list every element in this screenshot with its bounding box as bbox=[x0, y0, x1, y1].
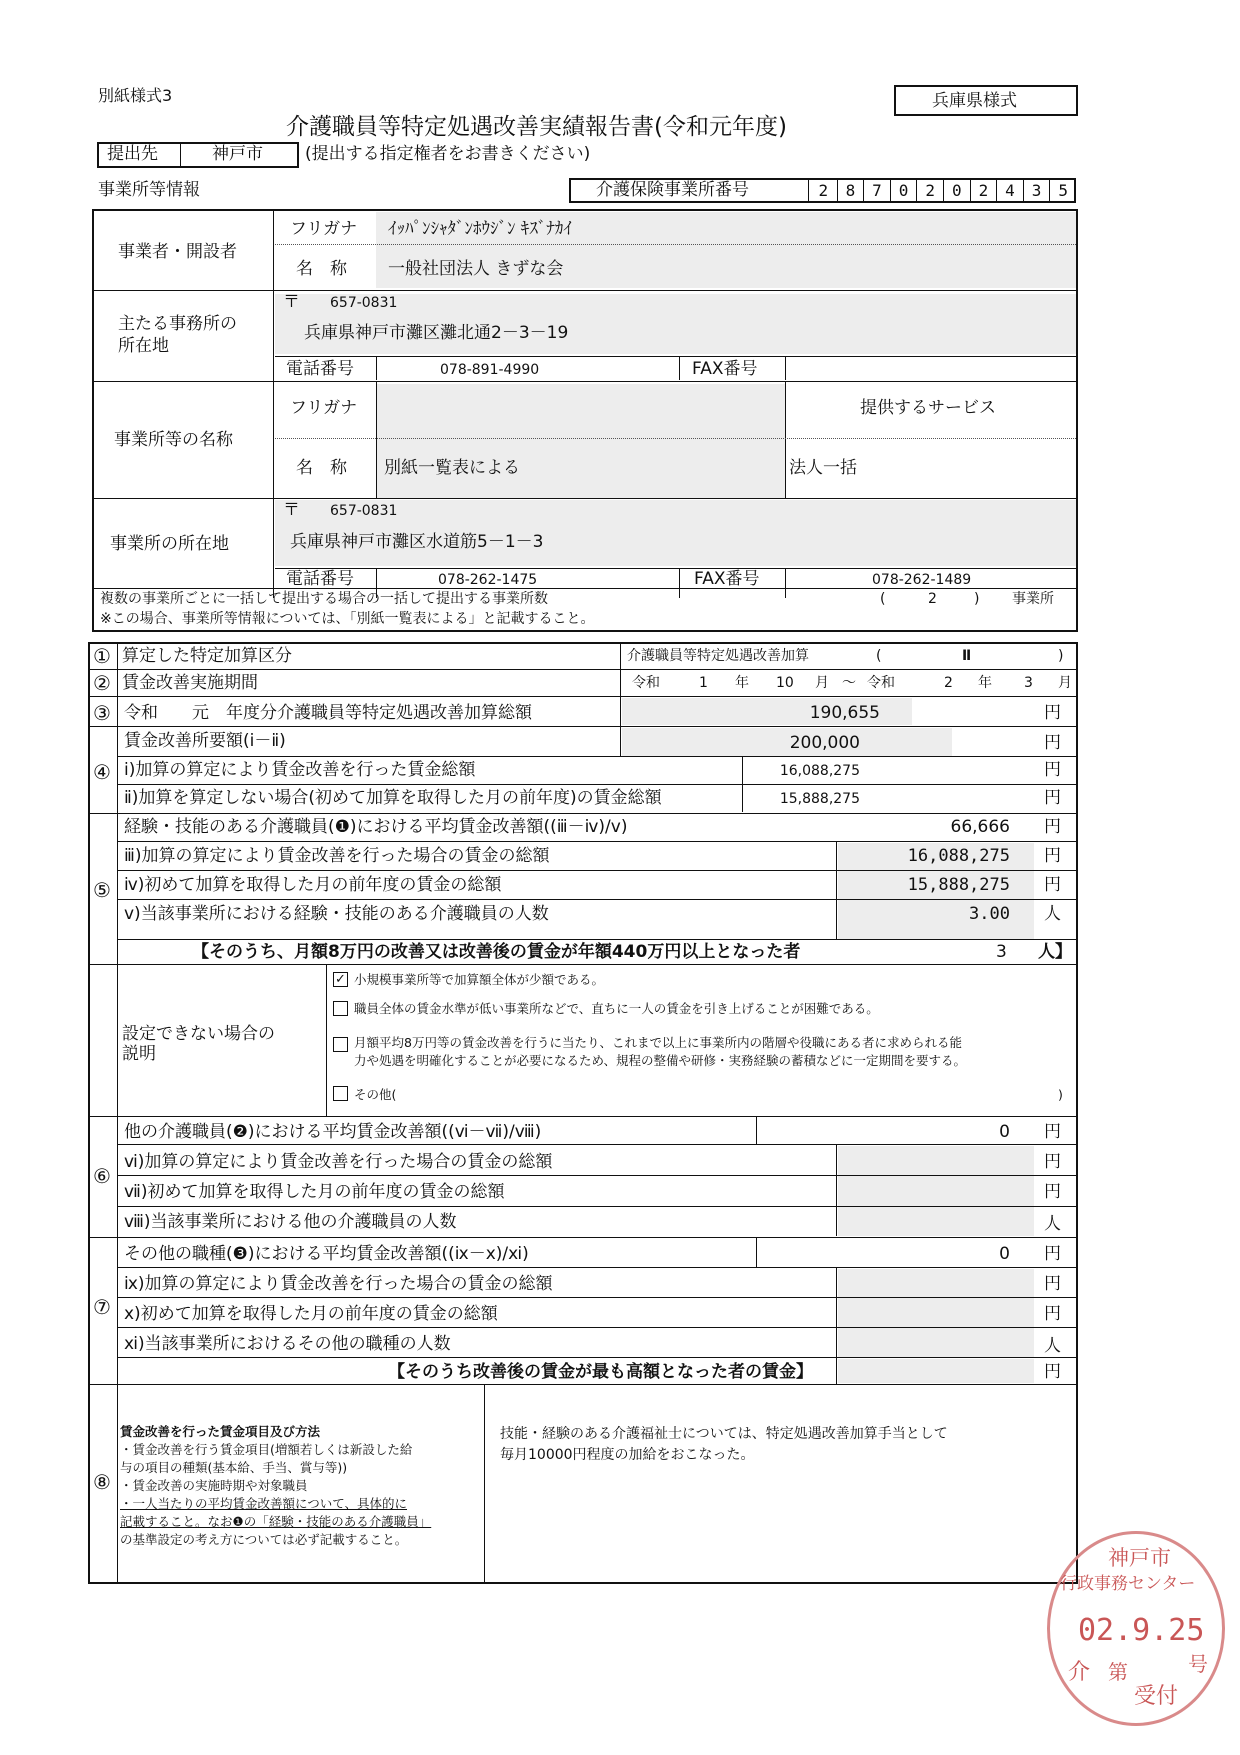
row4a-value: 200,000 bbox=[789, 733, 860, 753]
stamp-dai: 第 bbox=[1108, 1660, 1128, 1684]
facility-name-label: 名 称 bbox=[296, 458, 347, 478]
insurer-digit: 4 bbox=[996, 178, 1023, 203]
insurer-digit: 0 bbox=[943, 178, 970, 203]
multi-note-1: 複数の事業所ごとに一括して提出する場合の一括して提出する事業所数 bbox=[100, 591, 548, 607]
row6-num: ⑥ bbox=[93, 1164, 111, 1188]
facility-fax: 078-262-1489 bbox=[872, 572, 972, 588]
row8-line-6: 記載すること。なお❶の「経験・技能のある介護職員」 bbox=[120, 1514, 432, 1529]
row4b-label: ⅰ)加算の算定により賃金改善を行った賃金総額 bbox=[124, 760, 476, 780]
row5d-unit: 人 bbox=[1044, 904, 1061, 924]
row1-label: 算定した特定加算区分 bbox=[122, 646, 292, 666]
stamp-date: 02.9.25 bbox=[1078, 1613, 1205, 1648]
row7e-unit: 円 bbox=[1044, 1362, 1061, 1382]
row5b-value: 16,088,275 bbox=[907, 846, 1010, 866]
insurer-digit: 7 bbox=[863, 178, 890, 203]
row6a-value: 0 bbox=[999, 1122, 1010, 1142]
row3-unit: 円 bbox=[1044, 703, 1061, 723]
row7b-unit: 円 bbox=[1044, 1274, 1061, 1294]
row7c-label: ⅹ)初めて加算を取得した月の前年度の賃金の総額 bbox=[124, 1304, 498, 1324]
row7a-unit: 円 bbox=[1044, 1244, 1061, 1264]
main-office-fax-label: FAX番号 bbox=[692, 359, 758, 379]
explain-opt2-text: 職員全体の賃金水準が低い事業所などで、直ちに一人の賃金を引き上げることが困難である。 bbox=[354, 1001, 879, 1016]
facility-tel-label: 電話番号 bbox=[286, 569, 354, 589]
prefecture-form-box bbox=[894, 85, 1078, 116]
row7b-label: ⅸ)加算の算定により賃金改善を行った場合の賃金の総額 bbox=[124, 1274, 553, 1294]
insurer-digit: 2 bbox=[970, 178, 997, 203]
explain-opt4-text: その他( bbox=[354, 1087, 397, 1102]
row8-line-2: ・賃金改善を行う賃金項目(増額若しくは新設した給 bbox=[120, 1442, 413, 1457]
row7a-value: 0 bbox=[999, 1244, 1010, 1264]
prefecture-form-label: 兵庫県様式 bbox=[932, 91, 1017, 111]
row5d-value: 3.00 bbox=[969, 904, 1010, 924]
period-era-start: 令和 bbox=[632, 675, 660, 691]
multi-count-open: ( bbox=[880, 591, 886, 607]
row8-num: ⑧ bbox=[93, 1470, 111, 1494]
row6d-label: ⅷ)当該事業所における他の介護職員の人数 bbox=[124, 1212, 457, 1232]
row5a-label: 経験・技能のある介護職員(❶)における平均賃金改善額((ⅲ－ⅳ)/ⅴ) bbox=[124, 817, 628, 837]
facility-name: 別紙一覧表による bbox=[384, 458, 520, 478]
receipt-stamp bbox=[1047, 1531, 1225, 1726]
submit-value: 神戸市 bbox=[212, 144, 263, 164]
facility-postal: 657-0831 bbox=[330, 503, 398, 519]
row7e-label: 【そのうち改善後の賃金が最も高額となった者の賃金】 bbox=[388, 1362, 813, 1382]
submit-label: 提出先 bbox=[107, 144, 158, 164]
main-office-label-2: 所在地 bbox=[118, 336, 169, 356]
row1-open: ( bbox=[876, 648, 882, 664]
row5e-unit: 人】 bbox=[1038, 942, 1072, 962]
operator-furigana: ｲｯﾊﾟﾝｼｬﾀﾞﾝﾎｳｼﾞﾝ ｷｽﾞﾅｶｲ bbox=[388, 219, 572, 239]
row1-right-label: 介護職員等特定処遇改善加算 bbox=[627, 648, 809, 664]
insurer-number-label: 介護保険事業所番号 bbox=[596, 180, 749, 200]
row4c-label: ⅱ)加算を算定しない場合(初めて加算を取得した月の前年度)の賃金総額 bbox=[124, 788, 662, 808]
row7a-label: その他の職種(❸)における平均賃金改善額((ⅸ－ⅹ)/ⅺ) bbox=[124, 1244, 529, 1264]
row4c-unit: 円 bbox=[1044, 788, 1061, 808]
facility-fax-label: FAX番号 bbox=[694, 569, 760, 589]
explain-opt3-text-2: 力や処遇を明確化することが必要になるため、規程の整備や研修・実務経験の蓄積などに一定期間を要する。 bbox=[354, 1053, 967, 1068]
row8-line-5: ・一人当たりの平均賃金改善額について、具体的に bbox=[120, 1496, 408, 1511]
row5-num: ⑤ bbox=[93, 878, 111, 902]
row3-value: 190,655 bbox=[809, 703, 880, 723]
row8-line-3: 与の項目の種類(基本給、手当、賞与等)) bbox=[120, 1460, 348, 1475]
explain-opt4-checkbox[interactable] bbox=[333, 1086, 348, 1101]
row5a-value: 66,666 bbox=[950, 817, 1010, 837]
row5e-label: 【そのうち、月額8万円の改善又は改善後の賃金が年額440万円以上となった者 bbox=[192, 942, 801, 962]
row7c-unit: 円 bbox=[1044, 1304, 1061, 1324]
insurer-digit: 8 bbox=[837, 178, 864, 203]
row4-num: ④ bbox=[93, 760, 111, 784]
explain-opt1-checkbox[interactable]: ✓ bbox=[333, 972, 348, 987]
main-office-label-1: 主たる事務所の bbox=[118, 314, 237, 334]
stamp-uketsuke: 受付 bbox=[1134, 1684, 1179, 1709]
row2-label: 賃金改善実施期間 bbox=[122, 673, 258, 693]
main-office-postal-mark: 〒 bbox=[283, 292, 300, 312]
stamp-go: 号 bbox=[1188, 1652, 1208, 1676]
section-label: 事業所等情報 bbox=[98, 180, 200, 200]
period-era-end: 令和 bbox=[867, 675, 895, 691]
facility-label: 事業所等の名称 bbox=[114, 430, 233, 450]
explain-opt2-checkbox[interactable] bbox=[333, 1001, 348, 1016]
insurer-digit: 2 bbox=[818, 181, 829, 200]
row7d-unit: 人 bbox=[1044, 1336, 1061, 1356]
row5b-unit: 円 bbox=[1044, 846, 1061, 866]
row7-num: ⑦ bbox=[93, 1295, 111, 1319]
form-code: 別紙様式3 bbox=[98, 86, 173, 105]
row8-line-7: の基準設定の考え方については必ず記載すること。 bbox=[120, 1532, 408, 1547]
period-month-label-start: 月 bbox=[815, 675, 829, 691]
facility-furigana-label: フリガナ bbox=[290, 398, 358, 418]
facility-service: 法人一括 bbox=[789, 458, 857, 478]
period-year-end: 2 bbox=[944, 675, 953, 691]
row6a-label: 他の介護職員(❷)における平均賃金改善額((ⅵ－ⅶ)/ⅷ) bbox=[124, 1122, 542, 1142]
stamp-kai: 介 bbox=[1068, 1660, 1091, 1685]
explain-label-1: 設定できない場合の bbox=[122, 1024, 275, 1044]
explain-opt1-text: 小規模事業所等で加算額全体が少額である。 bbox=[354, 972, 605, 987]
row5e-value: 3 bbox=[996, 942, 1007, 962]
period-tilde: ～ bbox=[842, 675, 856, 691]
operator-label: 事業者・開設者 bbox=[118, 242, 237, 262]
row8-line-4: ・賃金改善の実施時期や対象職員 bbox=[120, 1478, 308, 1493]
row3-num: ③ bbox=[93, 701, 111, 725]
explain-opt4-close: ) bbox=[1058, 1087, 1063, 1102]
facility-address: 兵庫県神戸市灘区水道筋5－1－3 bbox=[290, 532, 544, 552]
row6d-unit: 人 bbox=[1044, 1214, 1061, 1234]
period-month-start: 10 bbox=[776, 675, 794, 691]
main-office-tel-label: 電話番号 bbox=[286, 359, 354, 379]
explain-label-2: 説明 bbox=[122, 1044, 156, 1064]
multi-count-close: ) bbox=[974, 591, 980, 607]
insurer-digit: 5 bbox=[1049, 178, 1076, 203]
row1-value: Ⅱ bbox=[962, 648, 972, 664]
row8-line-1: 賃金改善を行った賃金項目及び方法 bbox=[120, 1424, 321, 1439]
operator-name: 一般社団法人 きずな会 bbox=[388, 259, 564, 279]
row4b-unit: 円 bbox=[1044, 760, 1061, 780]
operator-furigana-label: フリガナ bbox=[290, 219, 358, 239]
period-month-label-end: 月 bbox=[1058, 675, 1072, 691]
row8-content-2: 毎月10000円程度の加給をおこなった。 bbox=[500, 1447, 755, 1463]
row6c-unit: 円 bbox=[1044, 1182, 1061, 1202]
period-month-end: 3 bbox=[1024, 675, 1033, 691]
row5c-unit: 円 bbox=[1044, 875, 1061, 895]
period-year-start: 1 bbox=[699, 675, 708, 691]
row7d-label: ⅺ)当該事業所におけるその他の職種の人数 bbox=[124, 1334, 451, 1354]
row4c-value: 15,888,275 bbox=[779, 791, 860, 807]
facility-address-label: 事業所の所在地 bbox=[110, 534, 229, 554]
row5b-label: ⅲ)加算の算定により賃金改善を行った場合の賃金の総額 bbox=[124, 846, 550, 866]
row2-num: ② bbox=[93, 671, 111, 695]
row5a-unit: 円 bbox=[1044, 817, 1061, 837]
facility-tel: 078-262-1475 bbox=[438, 572, 538, 588]
main-office-tel: 078-891-4990 bbox=[440, 362, 540, 378]
submit-note: (提出する指定権者をお書きください) bbox=[305, 144, 591, 164]
stamp-city: 神戸市 bbox=[1108, 1546, 1171, 1570]
row6b-label: ⅵ)加算の算定により賃金改善を行った場合の賃金の総額 bbox=[124, 1152, 553, 1172]
stamp-center: 行政事務センター bbox=[1060, 1574, 1196, 1594]
period-year-label-end: 年 bbox=[978, 675, 992, 691]
operator-name-label: 名 称 bbox=[296, 259, 347, 279]
row1-close: ) bbox=[1058, 648, 1064, 664]
insurer-digit: 3 bbox=[1023, 178, 1050, 203]
row4b-value: 16,088,275 bbox=[779, 763, 860, 779]
row8-content-1: 技能・経験のある介護福祉士については、特定処遇改善加算手当として bbox=[500, 1426, 948, 1442]
main-office-postal: 657-0831 bbox=[330, 295, 398, 311]
row5c-label: ⅳ)初めて加算を取得した月の前年度の賃金の総額 bbox=[124, 875, 502, 895]
multi-count-unit: 事業所 bbox=[1012, 591, 1054, 607]
page-title: 介護職員等特定処遇改善実績報告書(令和元年度) bbox=[286, 114, 787, 140]
explain-opt3-checkbox[interactable] bbox=[333, 1037, 348, 1052]
row1-num: ① bbox=[93, 644, 111, 668]
row5c-value: 15,888,275 bbox=[907, 875, 1010, 895]
row6b-unit: 円 bbox=[1044, 1152, 1061, 1172]
row6c-label: ⅶ)初めて加算を取得した月の前年度の賃金の総額 bbox=[124, 1182, 505, 1202]
row3-label: 令和 元 年度分介護職員等特定処遇改善加算総額 bbox=[124, 703, 532, 723]
insurer-digit: 0 bbox=[890, 178, 917, 203]
row5d-label: ⅴ)当該事業所における経験・技能のある介護職員の人数 bbox=[124, 904, 549, 924]
period-year-label-start: 年 bbox=[735, 675, 749, 691]
row4a-label: 賃金改善所要額(ⅰ－ⅱ) bbox=[124, 731, 286, 751]
row6a-unit: 円 bbox=[1044, 1122, 1061, 1142]
multi-note-2: ※この場合、事業所等情報については、「別紙一覧表による」と記載すること。 bbox=[100, 611, 595, 627]
multi-count-value: 2 bbox=[928, 591, 937, 607]
facility-postal-mark: 〒 bbox=[283, 500, 300, 520]
facility-service-label: 提供するサービス bbox=[860, 398, 996, 418]
explain-opt3-text-1: 月額平均8万円等の賃金改善を行うに当たり、これまで以上に事業所内の階層や役職にある者に求められる能 bbox=[354, 1035, 962, 1050]
main-office-address: 兵庫県神戸市灘区灘北通2－3－19 bbox=[304, 323, 569, 343]
row4a-unit: 円 bbox=[1044, 733, 1061, 753]
insurer-digit: 2 bbox=[916, 178, 943, 203]
